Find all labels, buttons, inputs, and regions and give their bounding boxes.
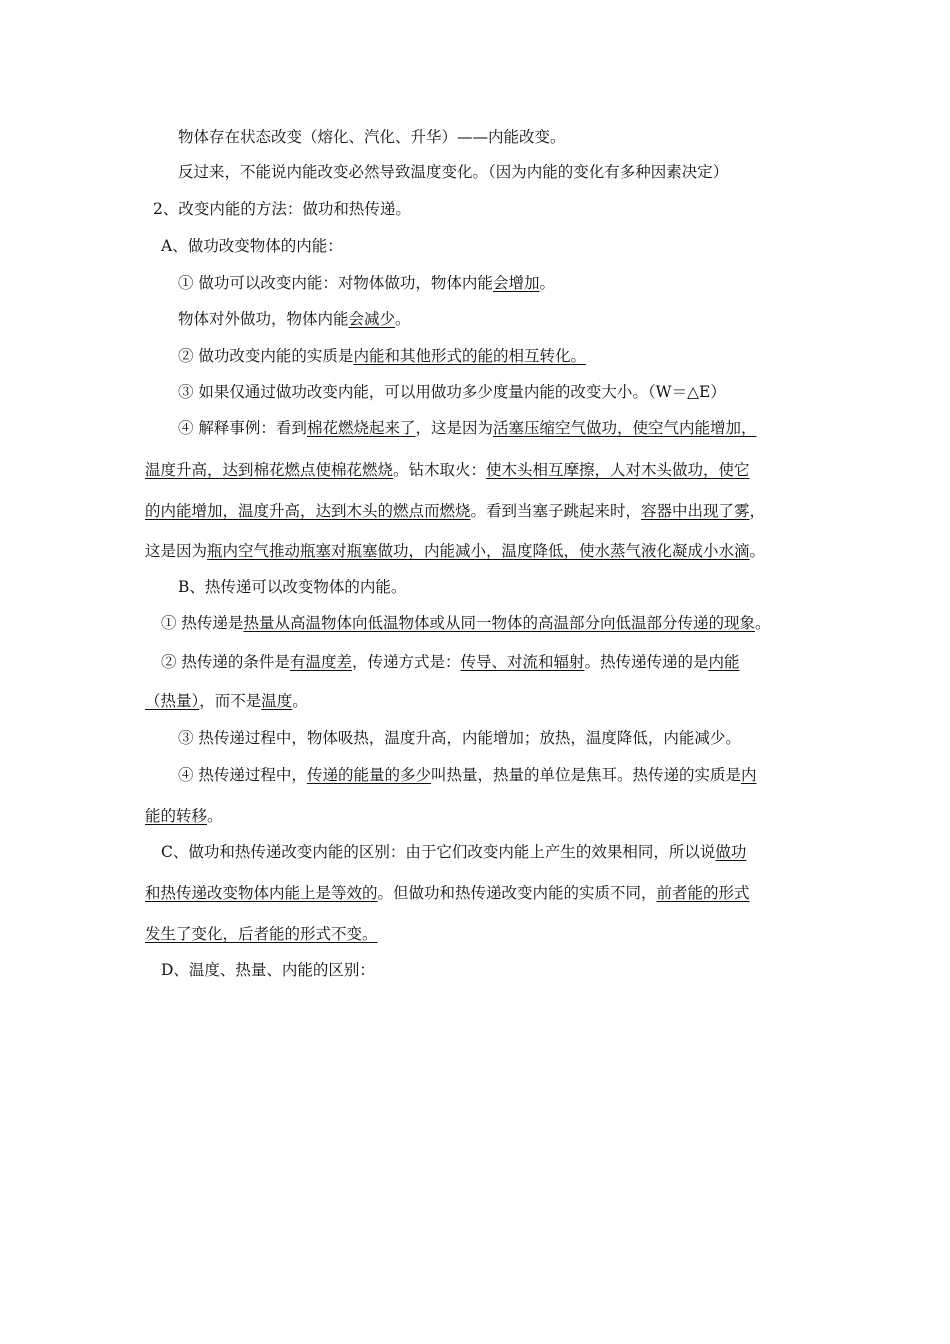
underlined-answer: 传递的能量的多少 [306,766,431,784]
text-run: 。看到当塞子跳起来时， [470,502,642,520]
section-heading-b [178,576,406,598]
text-run: 。 [292,692,308,710]
underlined-answer: 活塞压缩空气做功，使空气内能增加， [492,419,757,437]
text-run: ④ 热传递过程中， [178,766,307,784]
text-run: 。 [754,614,771,632]
text-run: 物体存在状态改变（熔化、汽化、升华）——内能改变。 [178,128,566,146]
underlined-answer: （热量） [145,692,200,710]
underlined-answer: 内 [740,766,757,784]
paragraph-line [178,272,555,294]
underlined-answer: 热量从高温物体向低温物体或从同一物体的高温部分向低温部分传递的现象 [243,614,755,632]
text-run: 叫热量，热量的单位是焦耳。热传递的实质是 [430,766,741,784]
paragraph-line [178,381,726,403]
underlined-answer: 能的转移 [145,807,208,825]
paragraph-line [178,345,586,367]
underlined-answer: 使木头相互摩擦，人对木头做功，使它 [486,461,750,479]
underlined-answer: 容器中出现了雾 [641,502,750,520]
text-run: ① 热传递是 [161,614,244,632]
text-run: 2、改变内能的方法：做功和热传递。 [153,200,411,218]
paragraph-line [145,690,308,712]
section-heading-c [161,841,746,863]
text-run: A、做功改变物体的内能： [161,237,343,255]
paragraph-line [145,459,750,481]
paragraph-line [178,764,756,786]
section-heading-d [161,959,375,981]
text-run: 。热传递传递的是 [584,653,709,671]
underlined-answer: 瓶内空气推动瓶塞对瓶塞做功，内能减小，温度降低，使水蒸气液化凝成小水滴 [207,542,750,560]
text-run: C、做功和热传递改变内能的区别：由于它们改变内能上产生的效果相同，所以说 [161,843,716,861]
text-run: ③ 如果仅通过做功改变内能，可以用做功多少度量内能的改变大小。（W＝△E） [178,383,726,401]
section-heading-a [161,235,343,257]
text-run: 。 [539,274,555,292]
underlined-answer: 会增加 [492,274,540,292]
text-run: ③ 热传递过程中，物体吸热，温度升高，内能增加；放热，温度降低，内能减少。 [178,729,741,747]
underlined-answer: 温度升高，达到棉花燃点使棉花燃烧 [145,461,394,479]
text-run: 。 [207,807,223,825]
paragraph-line [161,651,740,673]
paragraph-line [178,417,756,439]
list-heading [153,198,411,220]
paragraph-line [145,923,378,945]
text-run: B、热传递可以改变物体的内能。 [178,578,407,596]
text-run: ，这是因为 [415,419,493,437]
text-run: 这是因为 [145,542,208,560]
underlined-answer: 发生了变化，后者能的形式不变。 [145,925,378,943]
text-run: 反过来，不能说内能改变必然导致温度变化。（因为内能的变化有多种因素决定） [178,163,729,181]
text-run: ， [749,502,766,520]
paragraph-line [145,540,765,562]
text-run: 物体对外做功，物体内能 [178,310,349,328]
text-run: 。但做功和热传递改变内能的实质不同， [377,884,657,902]
underlined-answer: 温度 [261,692,293,710]
text-run: 。钻木取火： [393,461,487,479]
text-run: ① 做功可以改变内能：对物体做功，物体内能 [178,274,493,292]
paragraph-line [145,500,765,522]
text-run: ，而不是 [199,692,262,710]
text-run: 。 [749,542,766,560]
underlined-answer: 会减少 [348,310,396,328]
paragraph-line [145,882,750,904]
paragraph-line [178,161,728,183]
underlined-answer: 和热传递改变物体内能上是等效的 [145,884,378,902]
text-run: D、温度、热量、内能的区别： [161,961,375,979]
underlined-answer: 前者能的形式 [656,884,750,902]
underlined-answer: 棉花燃烧起来了 [306,419,416,437]
paragraph-line [178,308,411,330]
text-run: ④ 解释事例：看到 [178,419,307,437]
paragraph-line [145,805,223,827]
underlined-answer: 有温度差 [289,653,352,671]
paragraph-line [178,727,741,749]
text-run: ② 做功改变内能的实质是 [178,347,354,365]
underlined-answer: 传导、对流和辐射 [460,653,585,671]
underlined-answer: 做功 [715,843,747,861]
underlined-answer: 内能 [708,653,740,671]
paragraph-line [178,126,566,148]
text-run: ，传递方式是： [351,653,461,671]
underlined-answer: 的内能增加，温度升高，达到木头的燃点而燃烧 [145,502,471,520]
text-run: 。 [395,310,411,328]
underlined-answer: 内能和其他形式的能的相互转化。 [353,347,586,365]
paragraph-line [161,612,770,634]
text-run: ② 热传递的条件是 [161,653,290,671]
